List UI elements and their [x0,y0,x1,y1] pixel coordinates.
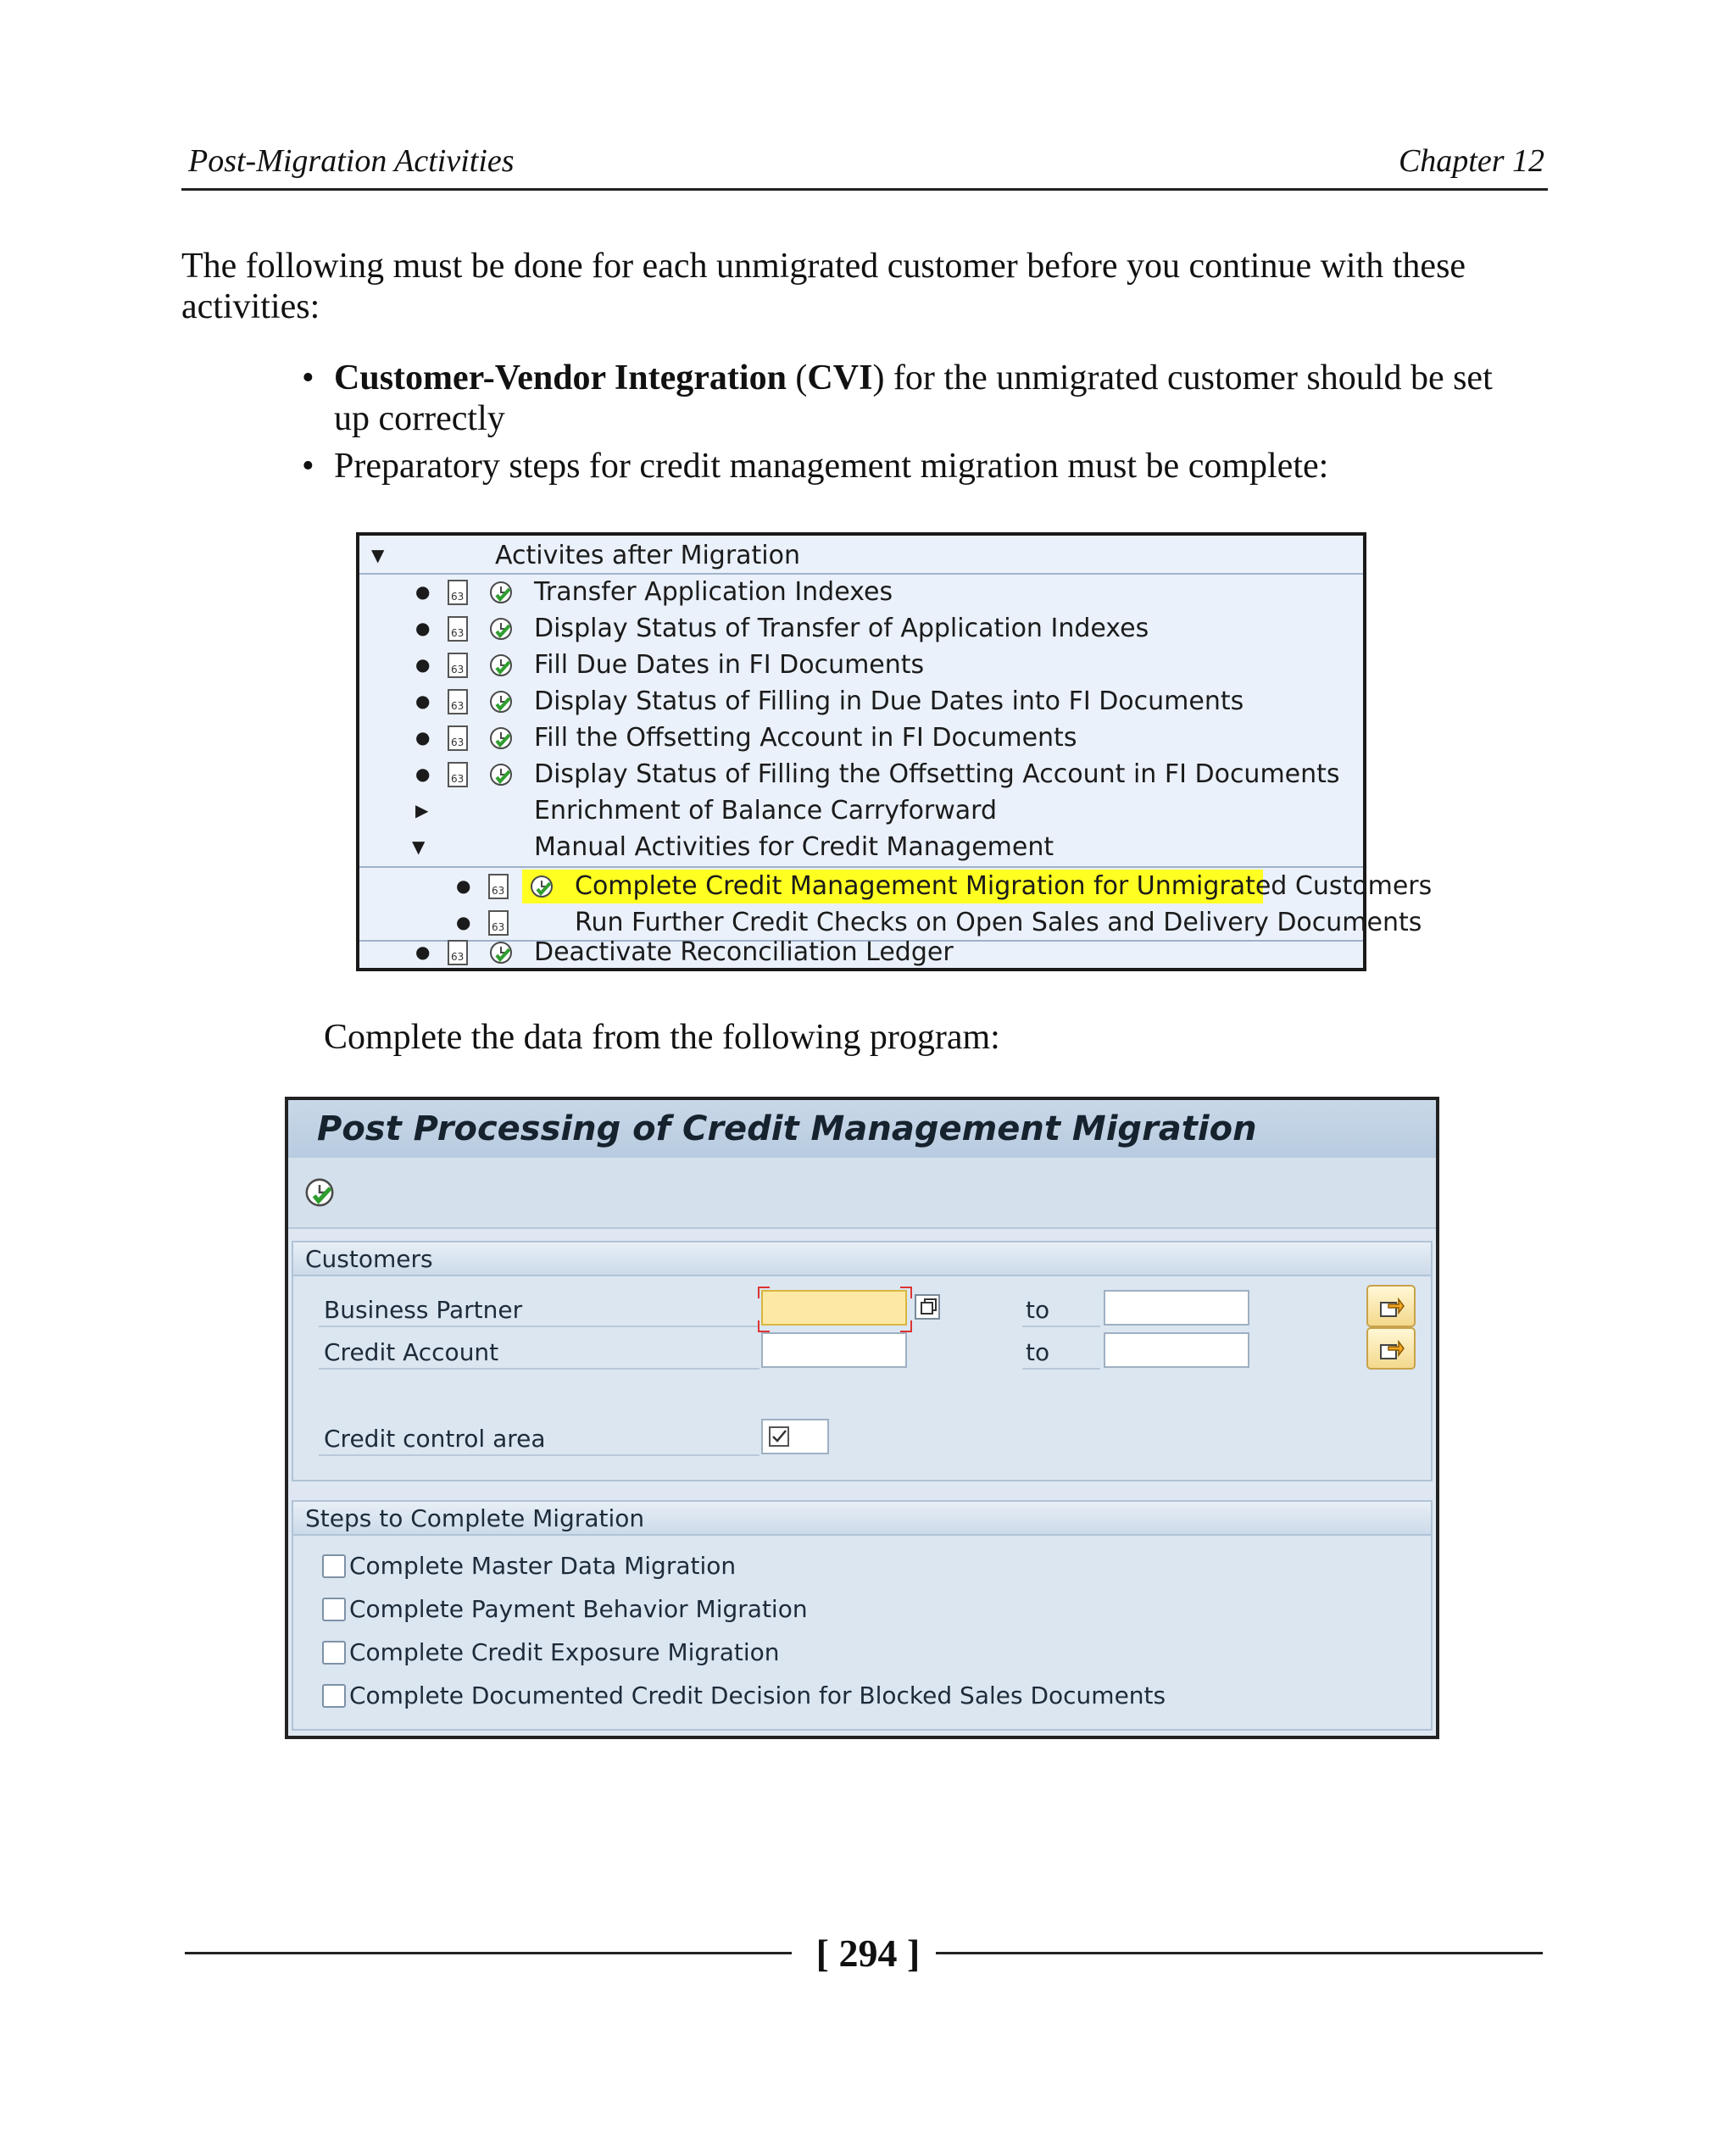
focus-corner [758,1320,770,1332]
execute-clock-icon[interactable] [488,616,514,642]
focus-corner [900,1287,912,1298]
steps-group-title: Steps to Complete Migration [293,1502,1431,1536]
bullet-list [302,358,1539,493]
checkbox-label: Complete Payment Behavior Migration [349,1595,808,1623]
tree-item-label: Fill Due Dates in FI Documents [534,650,925,680]
tree-root[interactable] [359,537,1363,574]
bullet-text-paren-open: ( [786,359,808,397]
multiple-selection-arrow-icon [1378,1337,1405,1362]
tree-item[interactable] [359,647,1363,683]
bullet-bold-cvi: Customer-Vendor Integration [334,359,787,397]
tree-item-label: Display Status of Filling the Offsetting Account in FI Documents [534,759,1340,789]
bullet-dot-icon: ● [415,764,431,784]
tree-node-expanded[interactable] [359,829,1363,865]
focus-corner [900,1320,912,1332]
document-icon [448,580,468,605]
execute-clock-icon[interactable] [303,1176,336,1209]
document-icon [448,725,468,751]
application-toolbar [288,1158,1436,1229]
intro-paragraph [181,246,1555,327]
search-help-icon[interactable] [914,1293,941,1320]
bullet-bold-abbr: CVI [807,359,873,397]
tree-child-label: Complete Credit Management Migration for Unmigrated Customers [575,871,1433,901]
checkbox-master-data[interactable] [322,1554,346,1578]
bullet-marker: • [302,447,314,486]
running-header-chapter: Chapter 12 [1398,143,1544,179]
tree-item[interactable] [359,934,1363,970]
header-rule [181,188,1548,191]
execute-clock-icon[interactable] [529,874,554,899]
tree-item-label: Fill the Offsetting Account in FI Documents [534,723,1077,753]
tree-node-label: Manual Activities for Credit Management [534,832,1054,862]
bullet-dot-icon: ● [456,912,471,932]
credit-account-label: Credit Account [319,1336,760,1370]
expanded-triangle-icon[interactable]: ▼ [371,545,385,565]
credit-account-to-input[interactable] [1104,1332,1249,1368]
page-number: [ 294 ] [815,1932,921,1975]
program-title: Post Processing of Credit Management Migration [288,1100,1436,1158]
bullet-text-line2: up correctly [334,399,505,438]
bullet-dot-icon: ● [415,654,431,675]
checkbox-payment-behavior[interactable] [322,1598,346,1621]
bullet-dot-icon: ● [456,875,471,896]
bullet-item-cvi [302,358,1539,439]
execute-clock-icon[interactable] [488,725,514,751]
business-partner-from-input[interactable] [761,1290,907,1326]
credit-account-to-label: to [1022,1336,1100,1370]
bullet-dot-icon: ● [415,618,431,638]
tree-root-label: Activites after Migration [495,541,801,570]
business-partner-to-input[interactable] [1104,1290,1249,1326]
tree-node-label: Enrichment of Balance Carryforward [534,796,998,825]
multiple-selection-button[interactable] [1366,1285,1416,1327]
checkbox-credit-exposure[interactable] [322,1641,346,1665]
document-icon [448,653,468,678]
required-check-icon [768,1426,790,1448]
document-icon [488,874,509,899]
credit-control-area-input[interactable] [761,1419,829,1454]
tree-item[interactable] [359,683,1363,720]
bullet-marker: • [302,359,314,397]
execute-clock-icon[interactable] [488,940,514,965]
credit-control-area-label: Credit control area [319,1422,760,1456]
program-screen [285,1097,1439,1739]
steps-group [292,1500,1433,1731]
execute-clock-icon[interactable] [488,580,514,605]
customers-group [292,1241,1433,1481]
intro-line-1: The following must be done for each unmigrated customer before you continue with these [181,247,1466,286]
bullet-text-prep: Preparatory steps for credit management migration must be complete: [334,447,1329,486]
multiple-selection-button[interactable] [1366,1327,1416,1370]
bullet-dot-icon: ● [415,691,431,711]
document-icon [488,910,509,936]
intro-line-2: activities: [181,287,320,326]
focus-corner [758,1287,770,1298]
collapsed-triangle-icon[interactable]: ▶ [415,800,429,820]
customers-group-title: Customers [293,1242,1431,1276]
footer-rule-right [936,1952,1543,1954]
tree-child-label: Run Further Credit Checks on Open Sales and Delivery Documents [575,908,1422,937]
execute-clock-icon[interactable] [488,762,514,787]
tree-child-highlighted[interactable] [359,868,1433,904]
business-partner-label: Business Partner [319,1293,760,1327]
bullet-dot-icon: ● [415,942,431,962]
bullet-dot-icon: ● [415,727,431,748]
business-partner-to-label: to [1022,1293,1100,1327]
tree-item-label: Transfer Application Indexes [534,577,893,607]
tree-item-label: Deactivate Reconciliation Ledger [534,937,954,967]
footer-rule-left [185,1952,792,1954]
bullet-text-rest: ) for the unmigrated customer should be set [872,359,1493,397]
bullet-dot-icon: ● [415,581,431,602]
bullet-item-prep [302,446,1539,486]
tree-item[interactable] [359,720,1363,756]
checkbox-label: Complete Documented Credit Decision for Blocked Sales Documents [349,1681,1166,1709]
execute-clock-icon[interactable] [488,653,514,678]
tree-node-collapsed[interactable] [359,792,1363,829]
running-header-title: Post-Migration Activities [188,143,515,179]
document-icon [448,940,468,965]
tree-item[interactable] [359,756,1363,792]
checkbox-label: Complete Credit Exposure Migration [349,1638,780,1666]
document-icon [448,762,468,787]
tree-item-label: Display Status of Transfer of Application Indexes [534,614,1149,643]
activity-tree [356,532,1433,971]
credit-account-from-input[interactable] [761,1332,907,1368]
execute-clock-icon[interactable] [488,689,514,714]
expanded-triangle-icon[interactable]: ▼ [412,837,426,857]
tree-item-label: Display Status of Filling in Due Dates into FI Documents [534,686,1244,716]
document-icon [448,689,468,714]
document-icon [448,616,468,642]
tree-item[interactable] [359,610,1363,647]
tree-item[interactable] [359,574,1363,610]
checkbox-label: Complete Master Data Migration [349,1552,737,1580]
checkbox-documented-credit-decision[interactable] [322,1684,346,1708]
middle-paragraph: Complete the data from the following program: [324,1018,1000,1057]
multiple-selection-arrow-icon [1378,1294,1405,1320]
